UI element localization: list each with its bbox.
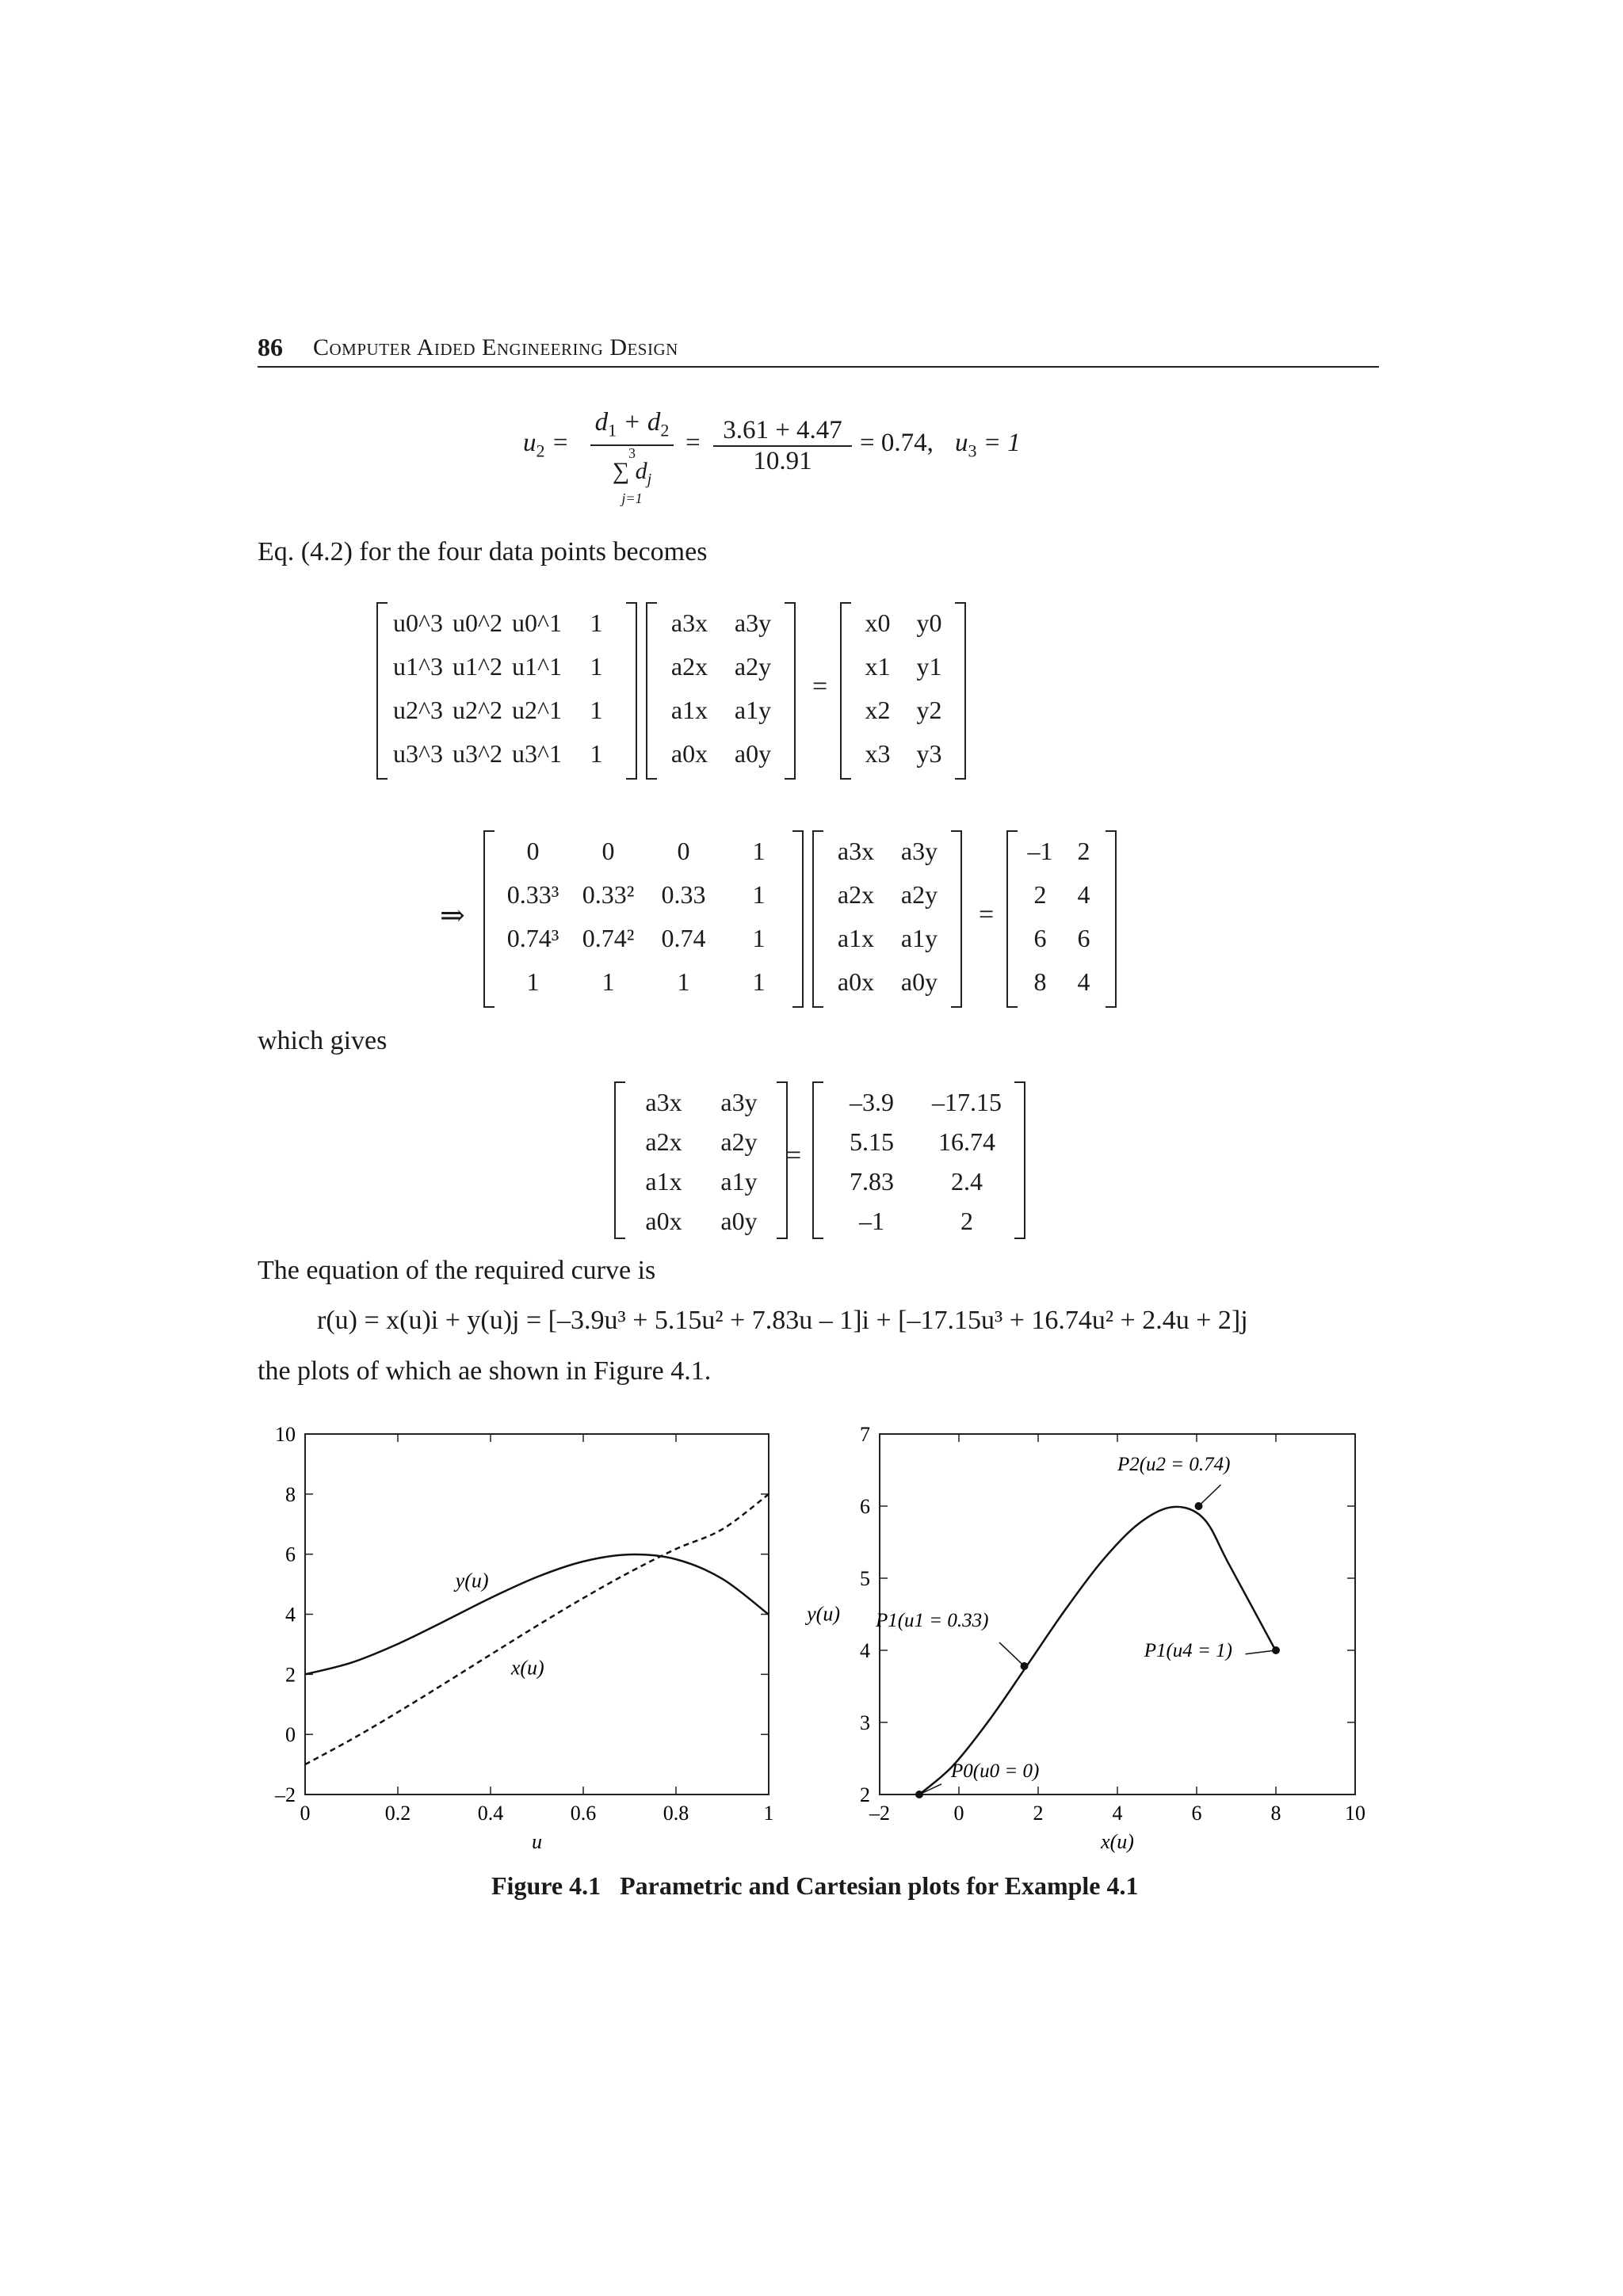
result-matrix-cell: –3.9 [850, 1088, 894, 1116]
u-matrix-cell: u0^2 [452, 608, 502, 637]
u-matrix-numeric-cell: 0 [677, 837, 690, 865]
y-tick-label: 3 [860, 1711, 870, 1734]
result-matrix-cell: 2.4 [951, 1167, 983, 1196]
u-matrix-cell: 1 [590, 696, 603, 724]
a-matrix-cell: a0x [670, 739, 708, 768]
rhs-matrix-cell: 2 [1033, 880, 1047, 909]
a-matrix-cell: a3x [670, 608, 708, 637]
u-matrix-cell: u3^3 [392, 739, 443, 768]
u-matrix-cell: u2^1 [511, 696, 562, 724]
matrix-equation-3: a3x a3y a2x a2y a1x a1y a0x a0y = –3.9 –17.15 5.15 16.74 7.83 2.4 –1 2 [610, 1081, 1038, 1240]
a-matrix-cell: a3y [900, 837, 938, 865]
matrix-equation-2: ⇒ 0 0 0 1 0.33³ 0.33² 0.33 1 0.74³ 0.74² 0.74 1 1 1 1 1 a3x a3y a2x a2y a1x a1y a0x a0y = –1 2 2 4 6 6 8 4 [440, 830, 1201, 1009]
xy-matrix-cell: y1 [916, 652, 942, 681]
xy-matrix-cell: x1 [865, 652, 891, 681]
a-matrix-cell: a3x [645, 1088, 682, 1116]
result-matrix-cell: –1 [859, 1207, 884, 1235]
parametric-plot [274, 1423, 774, 1853]
running-header [258, 333, 1379, 368]
matrix-equation-1: u0^3 u0^2 u0^1 1 u1^3 u1^2 u1^1 1 u2^3 u2^2 u2^1 1 u3^3 u3^2 u3^1 1 a3x a3y a2x a2y a1x a1y a0x a0y = x0 y0 x1 y1 x2 y2 x3 y3 [372, 602, 1006, 780]
a-matrix-cell: a1x [670, 696, 708, 724]
point-label: P1(u1 = 0.33) [875, 1610, 989, 1632]
x-tick-label: 0.2 [384, 1802, 411, 1825]
series-line [305, 1494, 769, 1764]
y-tick-label: –2 [275, 1783, 296, 1806]
paragraph-3: The equation of the required curve is [258, 1256, 656, 1285]
u2-result: = 0.74, [860, 429, 934, 457]
xy-matrix-cell: y2 [916, 696, 942, 724]
u-matrix-numeric-cell: 1 [601, 967, 615, 996]
xy-matrix-cell: y3 [916, 739, 942, 768]
rhs-matrix-cell: 6 [1033, 924, 1047, 952]
point-label: P1(u4 = 1) [1144, 1640, 1232, 1661]
a-matrix-cell: a0x [645, 1207, 682, 1235]
x-axis-label: x(u) [1101, 1830, 1134, 1853]
a-matrix-cell: a1y [720, 1167, 758, 1196]
x-tick-label: 0 [300, 1802, 311, 1825]
u-matrix-numeric-cell: 0.33³ [506, 880, 559, 909]
u-matrix-numeric-cell: 0.74³ [506, 924, 559, 952]
a-matrix-cell: a3y [720, 1088, 758, 1116]
paragraph-1: Eq. (4.2) for the four data points becomes [258, 537, 708, 566]
y-tick-label: 2 [860, 1783, 870, 1806]
plot-frame [305, 1434, 769, 1794]
y-tick-label: 7 [860, 1423, 870, 1446]
u-matrix-cell: u2^3 [392, 696, 443, 724]
figure-caption: Figure 4.1 Parametric and Cartesian plots for Example 4.1 [491, 1871, 1139, 1900]
u-matrix-numeric-cell: 0.33² [582, 880, 635, 909]
rhs-matrix-cell: 4 [1077, 967, 1090, 996]
implies-symbol: ⇒ [440, 899, 465, 933]
u-matrix-numeric-cell: 0.33 [661, 880, 706, 909]
equation-u2: $u_2$ = $d_1 + d_2$ 3 ∑ $d_j$ j=1 = $\frac{3.61 + 4.47}{10.91}$ = 0.74, $u_3 = 1$ [523, 408, 1021, 506]
a-matrix-cell: a2x [670, 652, 708, 681]
result-matrix-cell: –17.15 [932, 1088, 1002, 1116]
rhs-matrix-cell: 4 [1077, 880, 1090, 909]
u-matrix-cell: u3^1 [511, 739, 562, 768]
a-matrix-cell: a1x [837, 924, 875, 952]
a-matrix-cell: a2x [645, 1127, 682, 1156]
xy-matrix-cell: x0 [865, 608, 891, 637]
u-matrix-cell: u0^1 [511, 608, 562, 637]
rhs-matrix-cell: 6 [1077, 924, 1090, 952]
point-label: P2(u2 = 0.74) [1117, 1454, 1231, 1475]
page-number: 86 [258, 333, 283, 361]
u-matrix-cell: u1^2 [452, 652, 502, 681]
point-leader [999, 1642, 1025, 1666]
x-tick-label: –2 [869, 1802, 890, 1825]
fraction-numerator: 3.61 + 4.47 [713, 416, 852, 447]
rhs-matrix-cell: 8 [1033, 967, 1047, 996]
x-tick-label: 4 [1112, 1802, 1123, 1825]
curve-equation: r(u) = x(u)i + y(u)j = [–3.9u³ + 5.15u² + 7.83u – 1]i + [–17.15u³ + 16.74u² + 2.4u + 2]j [317, 1306, 1248, 1335]
point-label: P0(u0 = 0) [951, 1760, 1040, 1782]
xy-matrix-cell: y0 [916, 608, 942, 637]
y-tick-label: 4 [860, 1639, 870, 1662]
xy-matrix-cell: x2 [865, 696, 891, 724]
u-matrix-cell: 1 [590, 608, 603, 637]
x-tick-label: 0.6 [570, 1802, 597, 1825]
a-matrix-cell: a0y [734, 739, 772, 768]
result-matrix-cell: 16.74 [938, 1127, 995, 1156]
x-tick-label: 10 [1345, 1802, 1365, 1825]
a-matrix-cell: a1y [734, 696, 772, 724]
y-tick-label: 2 [285, 1663, 296, 1687]
fraction-denominator: 10.91 [753, 447, 812, 475]
x-tick-label: 0.4 [477, 1802, 504, 1825]
u-matrix-numeric-cell: 1 [752, 880, 766, 909]
result-matrix-cell: 2 [960, 1207, 973, 1235]
xy-matrix-cell: x3 [865, 739, 891, 768]
x-tick-label: 6 [1191, 1802, 1202, 1825]
point-leader [1246, 1650, 1277, 1654]
y-tick-label: 6 [285, 1543, 296, 1566]
x-axis-label: u [532, 1830, 542, 1853]
u-matrix-numeric-cell: 1 [752, 837, 766, 865]
u-matrix-cell: u1^3 [392, 652, 443, 681]
cartesian-plot [804, 1423, 1365, 1853]
u-matrix-cell: u1^1 [511, 652, 562, 681]
a-matrix-cell: a2y [734, 652, 772, 681]
a-matrix-cell: a1y [900, 924, 938, 952]
y-axis-label: y(u) [807, 1602, 840, 1626]
point-leader [1199, 1485, 1221, 1506]
series-label-y: y(u) [455, 1569, 489, 1592]
y-tick-label: 4 [285, 1603, 296, 1627]
a-matrix-cell: a3x [837, 837, 875, 865]
x-tick-label: 0 [953, 1802, 964, 1825]
result-matrix-cell: 7.83 [850, 1167, 894, 1196]
a-matrix-cell: a0x [837, 967, 875, 996]
u-matrix-numeric-cell: 0.74² [582, 924, 635, 952]
x-tick-label: 1 [763, 1802, 774, 1825]
u-matrix-cell: u0^3 [392, 608, 443, 637]
a-matrix-cell: a2y [720, 1127, 758, 1156]
running-head: Computer Aided Engineering Design [313, 334, 678, 360]
u-matrix-cell: 1 [590, 739, 603, 768]
u-matrix-numeric-cell: 0.74 [661, 924, 706, 952]
rhs-matrix-cell: 2 [1077, 837, 1090, 865]
paragraph-4: the plots of which ae shown in Figure 4.1. [258, 1356, 712, 1386]
series-label-x: x(u) [510, 1656, 544, 1680]
rhs-matrix-cell: –1 [1027, 837, 1053, 865]
y-tick-label: 0 [285, 1723, 296, 1747]
u-matrix-cell: u2^2 [452, 696, 502, 724]
u-matrix-numeric-cell: 0 [601, 837, 615, 865]
u-matrix-numeric-cell: 1 [677, 967, 690, 996]
u-matrix-cell: u3^2 [452, 739, 502, 768]
a-matrix-cell: a1x [645, 1167, 682, 1196]
a-matrix-cell: a2y [900, 880, 938, 909]
figure-4-1 [254, 1410, 1395, 1862]
a-matrix-cell: a0y [900, 967, 938, 996]
a-matrix-cell: a0y [720, 1207, 758, 1235]
y-tick-label: 8 [285, 1482, 296, 1506]
x-tick-label: 2 [1033, 1802, 1044, 1825]
result-matrix-cell: 5.15 [850, 1127, 894, 1156]
u-matrix-numeric-cell: 0 [526, 837, 540, 865]
a-matrix-cell: a3y [734, 608, 772, 637]
paragraph-2: which gives [258, 1026, 388, 1055]
u-matrix-cell: 1 [590, 652, 603, 681]
y-tick-label: 5 [860, 1567, 870, 1590]
y-tick-label: 6 [860, 1495, 870, 1518]
a-matrix-cell: a2x [837, 880, 875, 909]
x-tick-label: 8 [1270, 1802, 1281, 1825]
u-matrix-numeric-cell: 1 [752, 967, 766, 996]
x-tick-label: 0.8 [663, 1802, 689, 1825]
y-tick-label: 10 [275, 1423, 296, 1446]
u-matrix-numeric-cell: 1 [752, 924, 766, 952]
u-matrix-numeric-cell: 1 [526, 967, 540, 996]
